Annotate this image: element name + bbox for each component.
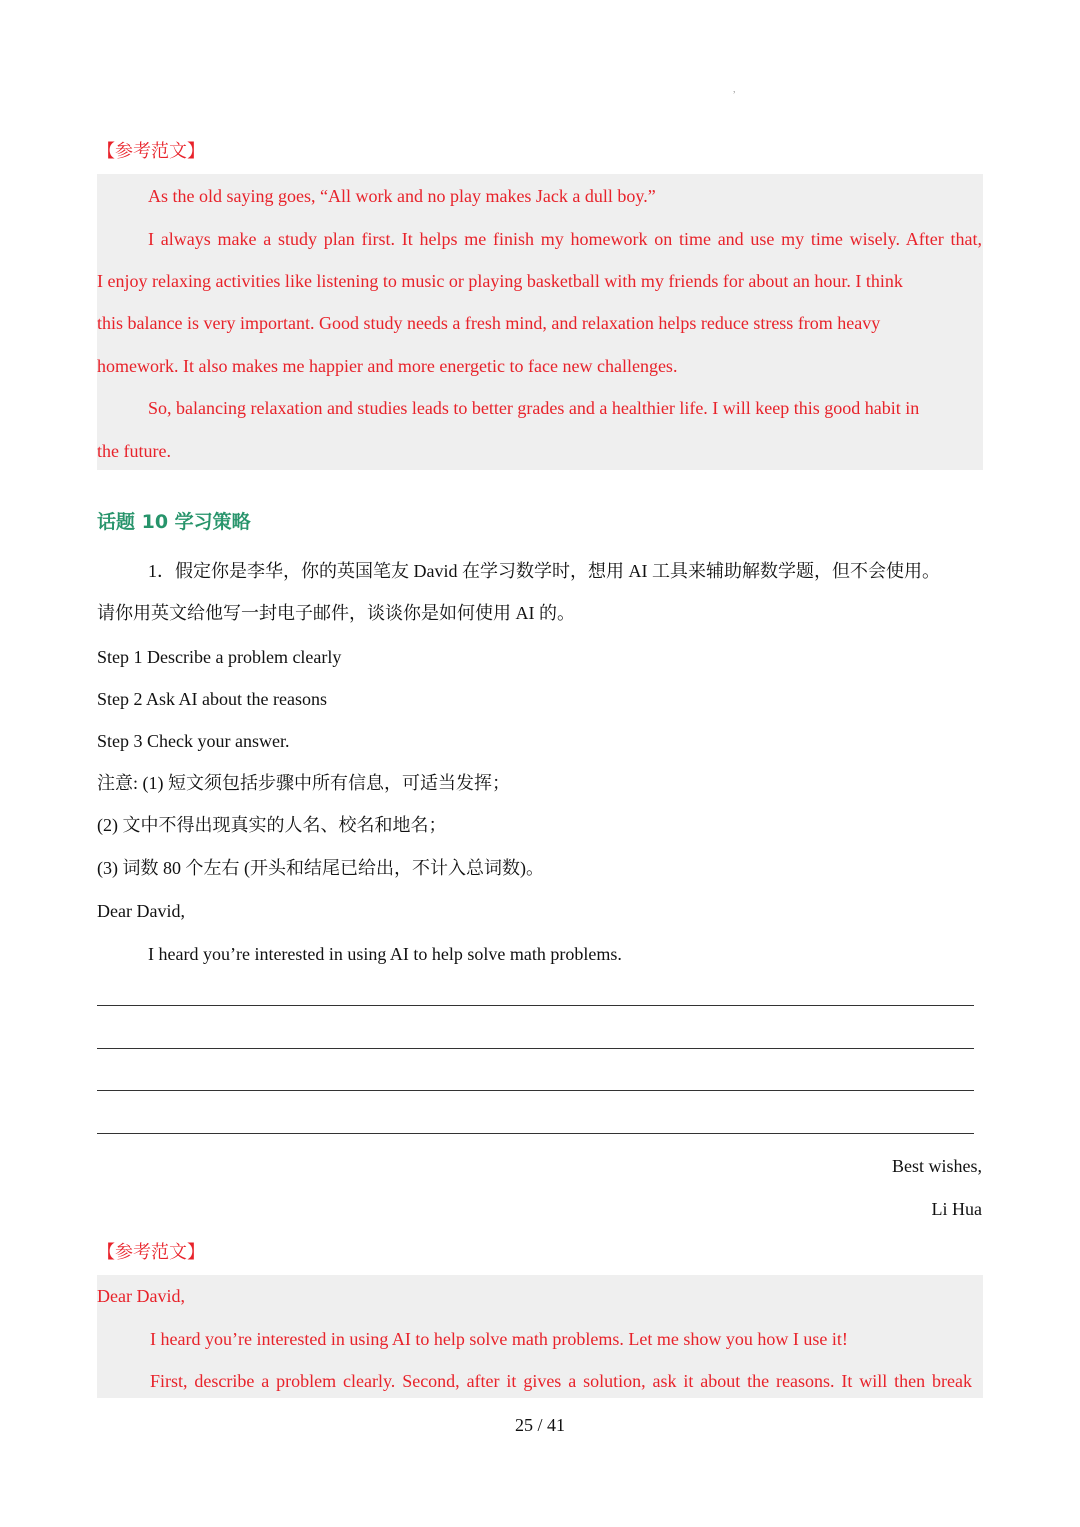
sample-essay-line: homework. It also makes me happier and more energetic to face new challenges. [97, 356, 678, 376]
letter-salutation: Dear David, [97, 901, 185, 921]
task-prompt-line: 请你用英文给他写一封电子邮件，谈谈你是如何使用 AI 的。 [97, 603, 575, 623]
sample-essay-label: 【参考范文】 [97, 1242, 205, 1262]
sample-essay-line: this balance is very important. Good study needs a fresh mind, and relaxation helps reduce stress from heavy [97, 313, 881, 333]
writing-line [97, 1048, 974, 1049]
sample-essay-line: So, balancing relaxation and studies leads to better grades and a healthier life. I will keep this good habit in [148, 398, 920, 418]
task-step: Step 3 Check your answer. [97, 731, 290, 751]
letter-signature: Li Hua [931, 1199, 982, 1219]
letter-opening: I heard you’re interested in using AI to help solve math problems. [148, 944, 622, 964]
sample-essay-salutation: Dear David, [97, 1286, 185, 1306]
task-note: 注意: (1) 短文须包括步骤中所有信息，可适当发挥； [97, 773, 510, 793]
topic-heading: 话题 10 学习策略 [97, 511, 251, 533]
sample-essay-line: I enjoy relaxing activities like listening to music or playing basketball with my friends for about an hour. I think [97, 271, 903, 291]
task-note: (3) 词数 80 个左右 (开头和结尾已给出，不计入总词数)。 [97, 858, 544, 878]
sample-essay-line: the future. [97, 441, 171, 461]
letter-closing: Best wishes, [892, 1156, 982, 1176]
task-note: (2) 文中不得出现真实的人名、校名和地名； [97, 815, 447, 835]
task-prompt-line: 1．假定你是李华，你的英国笔友 David 在学习数学时，想用 AI 工具来辅助解数学题，但不会使用。 [148, 561, 940, 581]
task-step: Step 2 Ask AI about the reasons [97, 689, 327, 709]
sample-essay-line: I always make a study plan first. It helps me finish my homework on time and use my time wisely. After that, [148, 229, 982, 249]
sample-essay-line: As the old saying goes, “All work and no play makes Jack a dull boy.” [148, 186, 656, 206]
page-number: 25 / 41 [514, 1415, 565, 1435]
task-step: Step 1 Describe a problem clearly [97, 647, 342, 667]
writing-line [97, 1133, 974, 1134]
header-tick-mark: , [733, 84, 736, 95]
writing-line [97, 1005, 974, 1006]
writing-line [97, 1090, 974, 1091]
sample-essay-label: 【参考范文】 [97, 141, 205, 161]
sample-essay-line: First, describe a problem clearly. Second, after it gives a solution, ask it about the reasons. It will then break [150, 1371, 972, 1391]
sample-essay-line: I heard you’re interested in using AI to help solve math problems. Let me show you how I use it! [150, 1329, 848, 1349]
